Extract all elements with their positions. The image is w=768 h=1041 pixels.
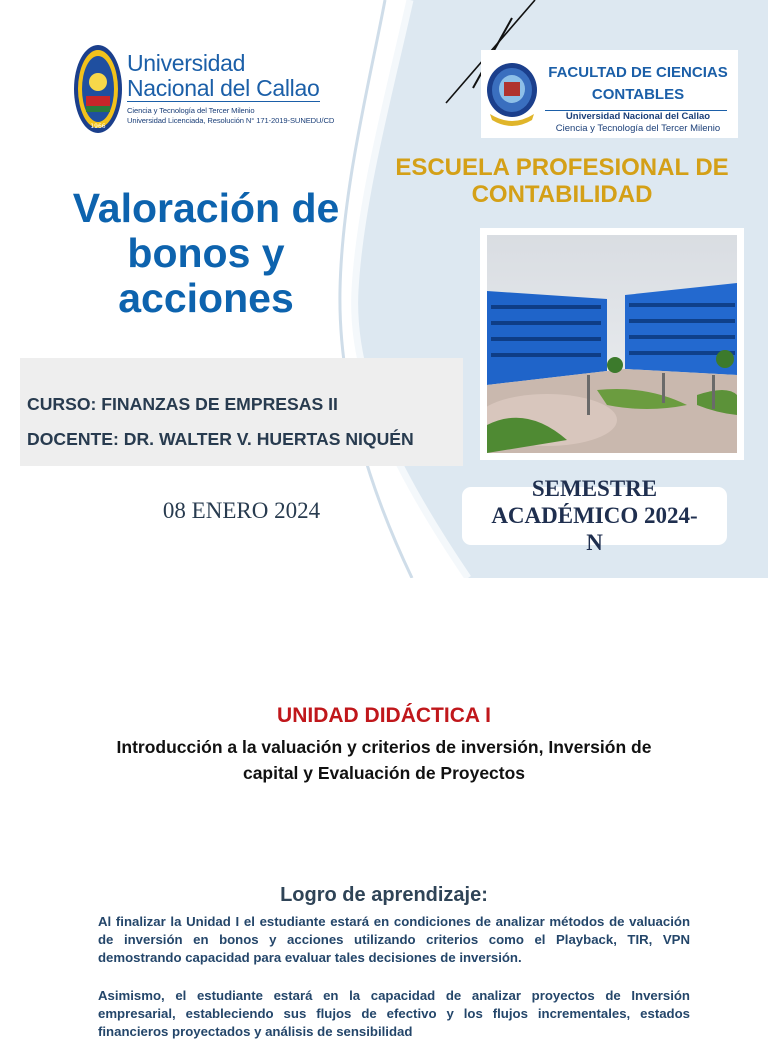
university-divider	[127, 101, 320, 102]
teacher-name: DOCENTE: DR. WALTER V. HUERTAS NIQUÉN	[27, 429, 414, 449]
unit-subtitle-line2: capital y Evaluación de Proyectos	[242, 763, 526, 783]
unit-title: UNIDAD DIDÁCTICA I	[277, 704, 491, 727]
semester-line2: ACADÉMICO 2024-	[491, 503, 698, 528]
semester-line1: SEMESTRE	[531, 476, 658, 501]
university-license: Universidad Licenciada, Resolución N° 171-2019-SUNEDU/CD	[127, 116, 335, 125]
faculty-university-name: Universidad Nacional del Callao	[565, 111, 711, 122]
university-name-line1: Universidad	[127, 50, 246, 76]
school-name-line2: CONTABILIDAD	[471, 181, 653, 208]
campus-photo	[487, 235, 737, 453]
school-name	[370, 154, 754, 208]
title-line2: bonos y	[127, 230, 285, 276]
university-name-line2: Nacional del Callao	[127, 75, 320, 101]
course-name: CURSO: FINANZAS DE EMPRESAS II	[27, 394, 338, 414]
title-line3: acciones	[118, 275, 294, 321]
faculty-title	[538, 62, 738, 106]
presentation-date: 08 ENERO 2024	[162, 498, 321, 523]
learning-outcome-paragraph-1: Al finalizar la Unidad I el estudiante estará en condiciones de analizar métodos de valuación de inversión en bonos y acciones utilizando criterios como el Playback, TIR, VPN demostrando capacidad para evaluar tales decisiones de inversión.	[98, 914, 690, 965]
title-line1: Valoración de	[72, 185, 340, 231]
semester-label	[462, 475, 727, 556]
semester-line3: N	[586, 530, 603, 555]
school-name-line1: ESCUELA PROFESIONAL DE	[395, 154, 729, 181]
faculty-title-line2: CONTABLES	[591, 86, 685, 103]
faculty-title-line1: FACULTAD DE CIENCIAS	[548, 64, 728, 81]
university-tagline: Ciencia y Tecnología del Tercer Milenio	[127, 106, 255, 115]
faculty-tagline: Ciencia y Tecnología del Tercer Milenio	[555, 123, 721, 134]
learning-outcome-title: Logro de aprendizaje:	[280, 884, 488, 906]
university-seal-icon	[72, 44, 132, 136]
presentation-title	[28, 186, 384, 321]
unit-subtitle	[64, 734, 704, 786]
learning-outcome-paragraph-2: Asimismo, el estudiante estará en la capacidad de analizar proyectos de Inversión empresarial, estableciendo sus flujos de efectivo y los flujos incrementales, estados financieros proyectados y análisis de sensibilidad	[98, 988, 690, 1039]
unit-subtitle-line1: Introducción a la valuación y criterios de inversión, Inversión de	[116, 737, 652, 757]
faculty-seal-icon	[484, 58, 540, 128]
svg-text:1966: 1966	[90, 123, 106, 130]
